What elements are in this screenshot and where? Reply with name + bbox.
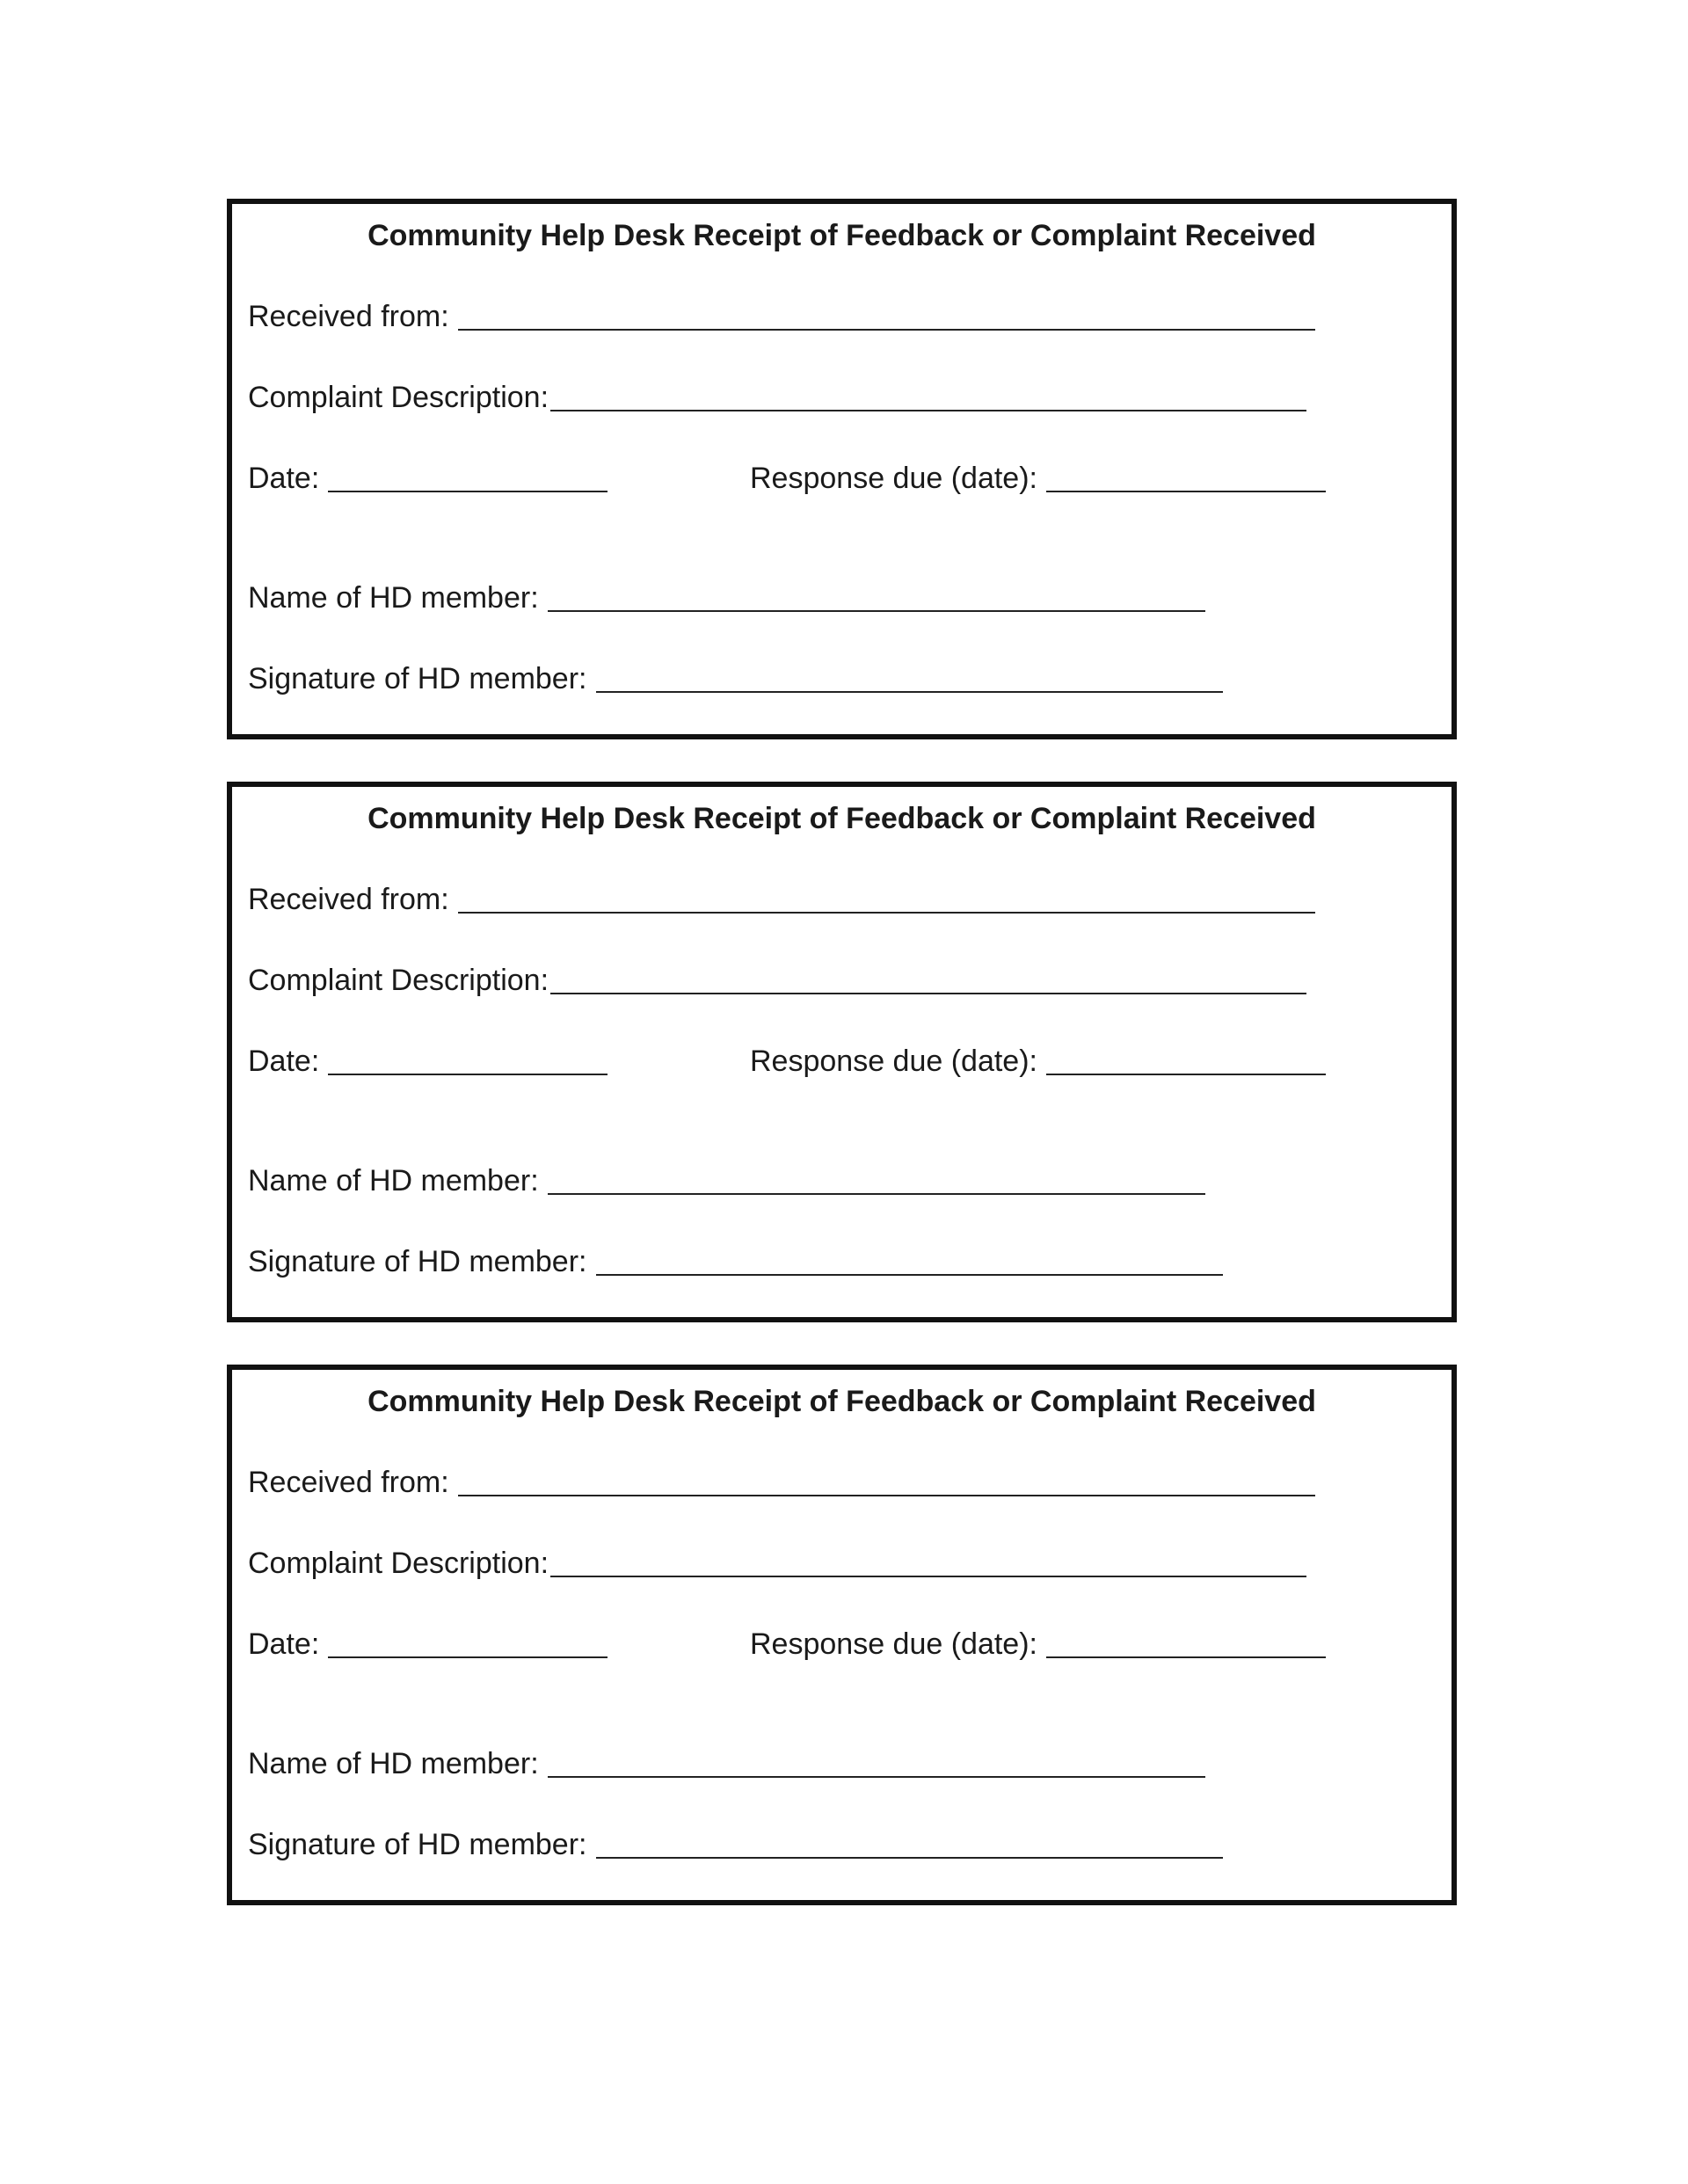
response-due-blank[interactable] xyxy=(1046,491,1326,492)
complaint-description-label: Complaint Description: xyxy=(248,1547,549,1580)
received-from-blank[interactable] xyxy=(458,1495,1315,1496)
response-due-field xyxy=(750,1625,1326,1663)
hd-member-signature-label: Signature of HD member: xyxy=(248,1245,587,1278)
receipt-title: Community Help Desk Receipt of Feedback or Complaint Received xyxy=(367,219,1316,252)
received-from-field xyxy=(248,297,1315,336)
response-due-blank[interactable] xyxy=(1046,1656,1326,1658)
response-due-field xyxy=(750,459,1326,498)
complaint-description-blank[interactable] xyxy=(550,410,1306,411)
receipt-card xyxy=(227,782,1457,1322)
hd-member-name-field xyxy=(248,1744,1205,1783)
complaint-description-field xyxy=(248,1544,1306,1583)
date-field xyxy=(248,1625,608,1663)
date-blank[interactable] xyxy=(328,491,608,492)
hd-member-name-field xyxy=(248,1161,1205,1200)
response-due-label: Response due (date): xyxy=(750,1627,1037,1661)
hd-member-signature-blank[interactable] xyxy=(596,1857,1223,1859)
complaint-description-field xyxy=(248,961,1306,1000)
hd-member-signature-field xyxy=(248,1825,1223,1864)
response-due-field xyxy=(750,1042,1326,1081)
received-from-field xyxy=(248,1463,1315,1502)
response-due-label: Response due (date): xyxy=(750,1045,1037,1078)
receipt-title: Community Help Desk Receipt of Feedback or Complaint Received xyxy=(367,1385,1316,1418)
date-blank[interactable] xyxy=(328,1074,608,1075)
complaint-description-blank[interactable] xyxy=(550,993,1306,994)
hd-member-signature-label: Signature of HD member: xyxy=(248,1828,587,1861)
date-label: Date: xyxy=(248,1627,320,1661)
complaint-description-blank[interactable] xyxy=(550,1576,1306,1577)
hd-member-signature-blank[interactable] xyxy=(596,691,1223,693)
received-from-label: Received from: xyxy=(248,883,449,916)
hd-member-name-field xyxy=(248,579,1205,617)
date-label: Date: xyxy=(248,1045,320,1078)
date-field xyxy=(248,459,608,498)
hd-member-signature-label: Signature of HD member: xyxy=(248,662,587,695)
date-blank[interactable] xyxy=(328,1656,608,1658)
complaint-description-field xyxy=(248,378,1306,417)
complaint-description-label: Complaint Description: xyxy=(248,964,549,997)
response-due-label: Response due (date): xyxy=(750,462,1037,495)
hd-member-signature-blank[interactable] xyxy=(596,1274,1223,1276)
receipt-title: Community Help Desk Receipt of Feedback or Complaint Received xyxy=(367,802,1316,835)
date-label: Date: xyxy=(248,462,320,495)
complaint-description-label: Complaint Description: xyxy=(248,381,549,414)
received-from-label: Received from: xyxy=(248,1466,449,1499)
hd-member-name-label: Name of HD member: xyxy=(248,1164,539,1198)
receipt-card xyxy=(227,1365,1457,1905)
hd-member-name-blank[interactable] xyxy=(548,610,1205,612)
hd-member-name-blank[interactable] xyxy=(548,1193,1205,1195)
received-from-field xyxy=(248,880,1315,919)
received-from-blank[interactable] xyxy=(458,912,1315,914)
hd-member-signature-field xyxy=(248,1242,1223,1281)
hd-member-name-label: Name of HD member: xyxy=(248,1747,539,1780)
hd-member-signature-field xyxy=(248,659,1223,698)
receipt-card xyxy=(227,199,1457,739)
response-due-blank[interactable] xyxy=(1046,1074,1326,1075)
hd-member-name-blank[interactable] xyxy=(548,1776,1205,1778)
hd-member-name-label: Name of HD member: xyxy=(248,581,539,615)
received-from-label: Received from: xyxy=(248,300,449,333)
date-field xyxy=(248,1042,608,1081)
received-from-blank[interactable] xyxy=(458,329,1315,331)
